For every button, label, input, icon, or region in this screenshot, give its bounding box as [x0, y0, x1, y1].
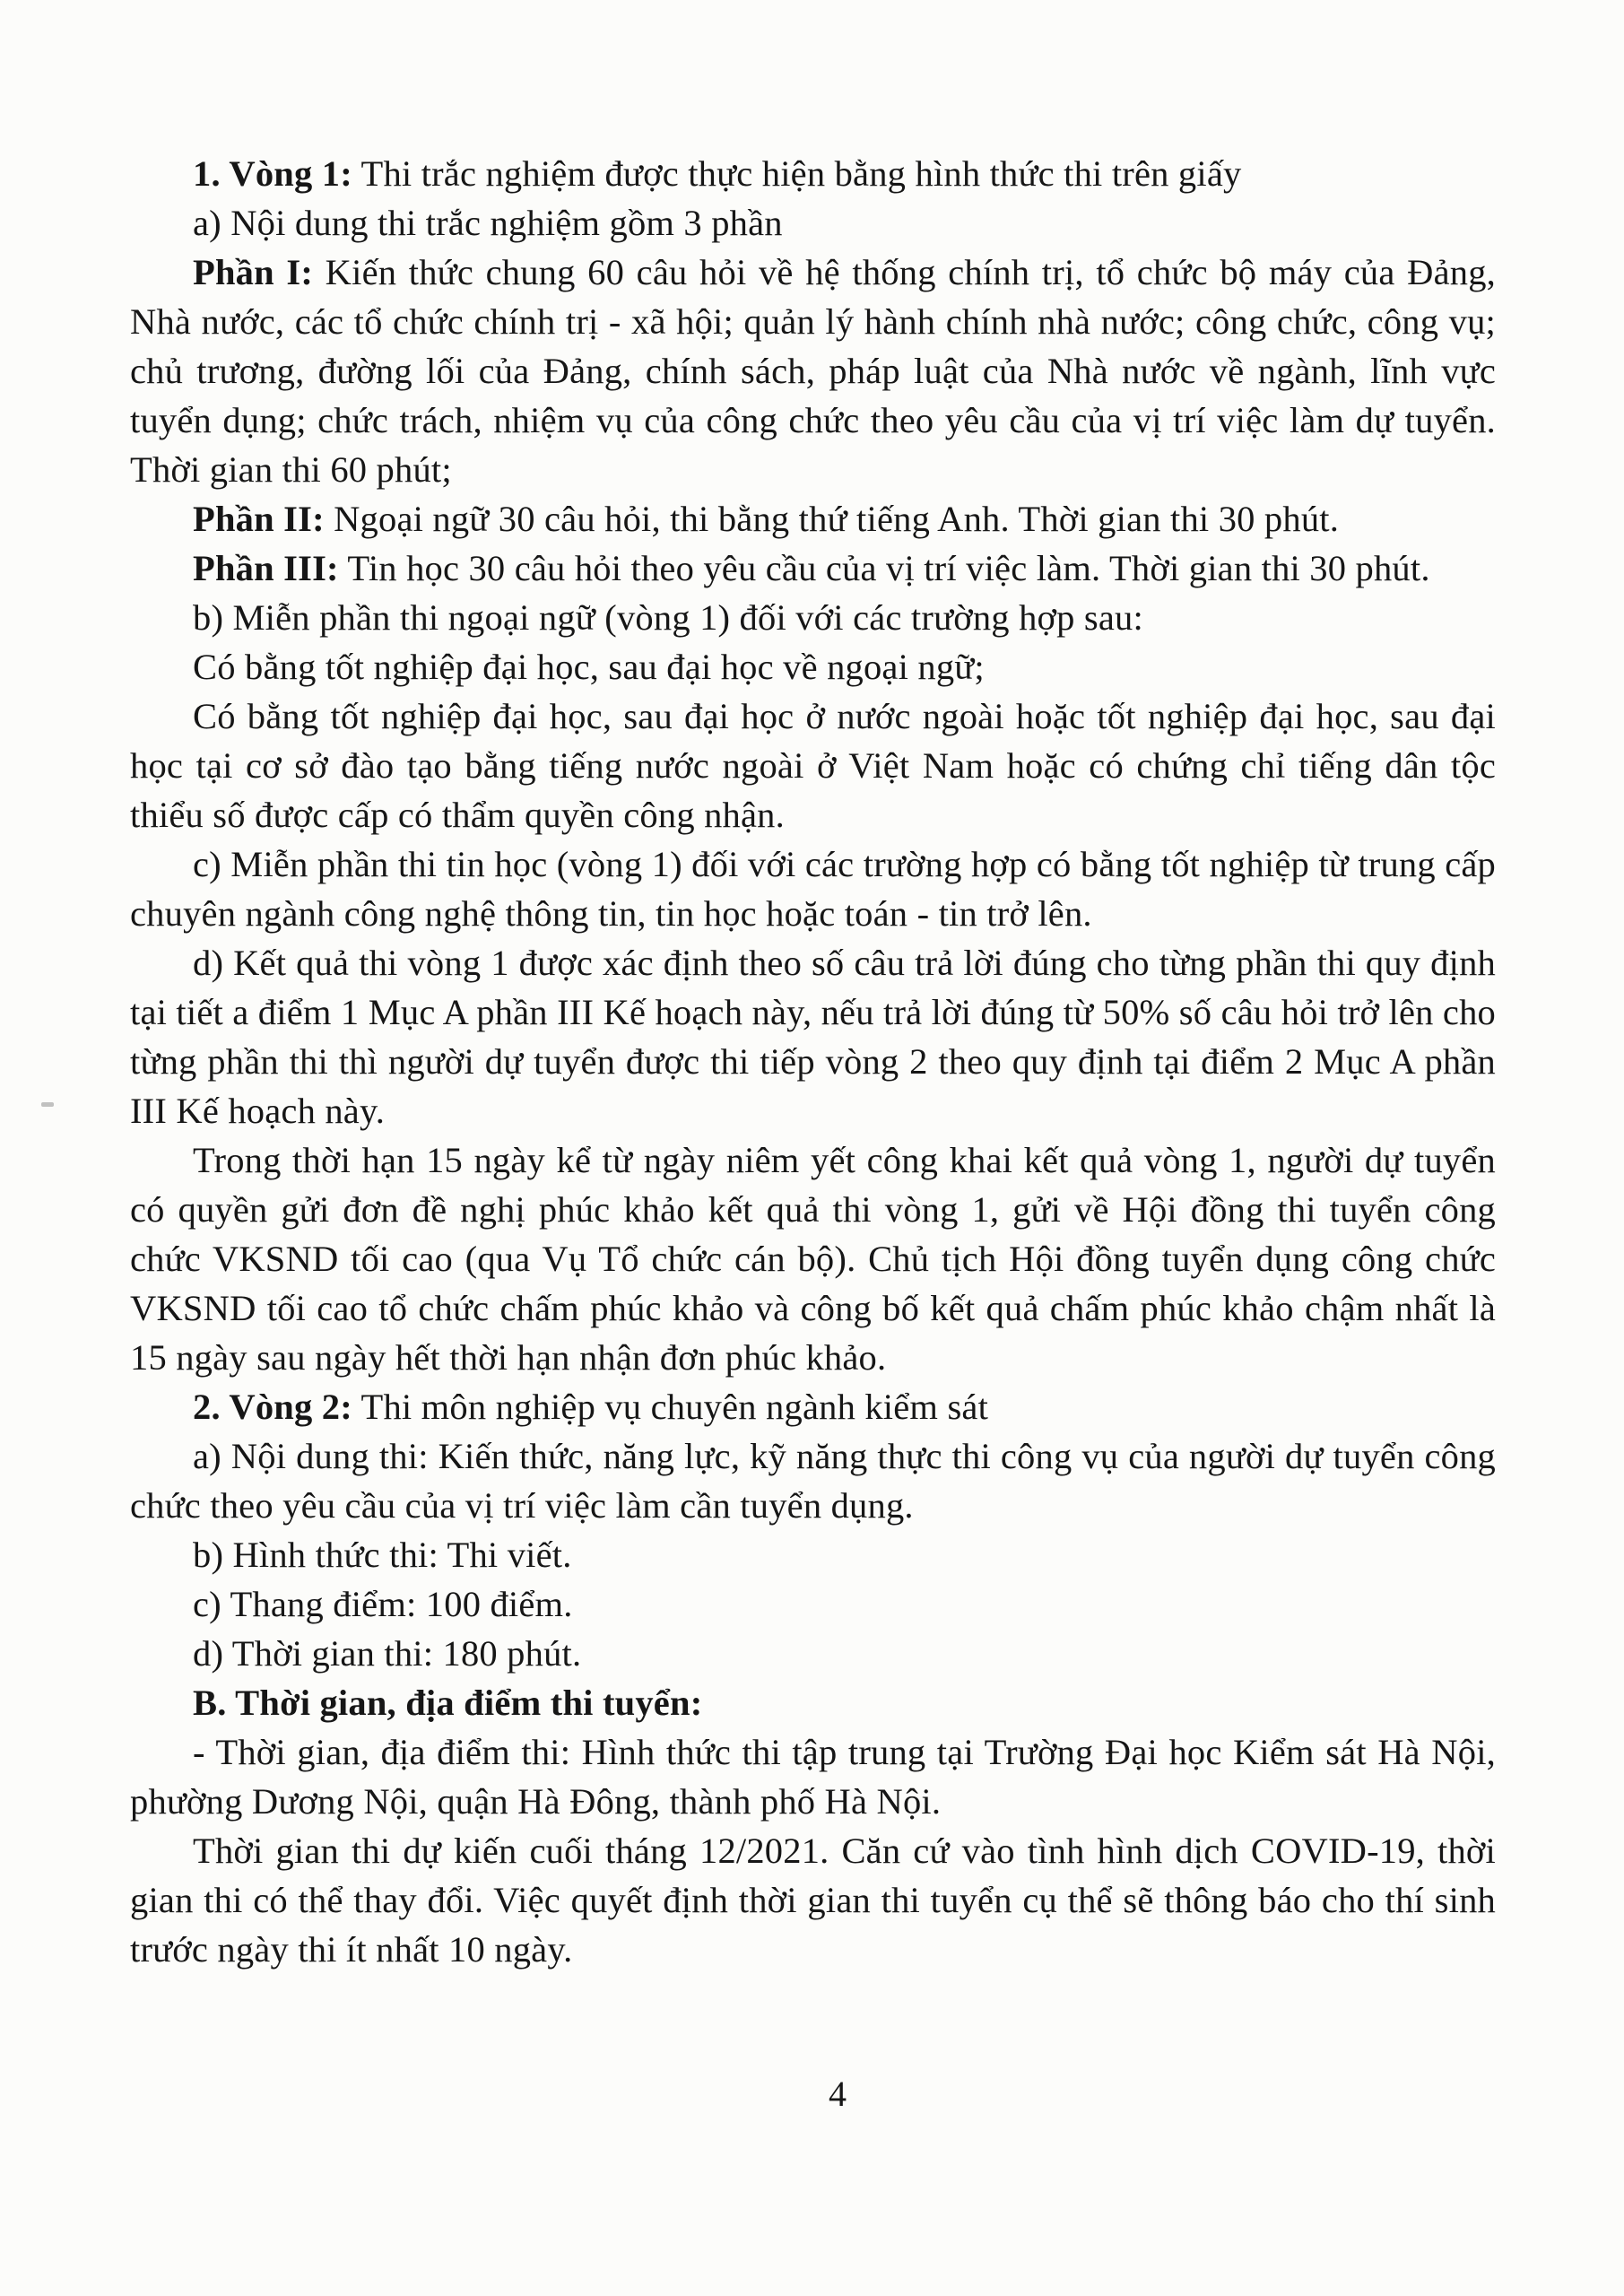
- section-heading: [130, 1678, 1496, 1727]
- paragraph: [130, 1727, 1496, 1826]
- paragraph-text: - Thời gian, địa điểm thi: Hình thức thi tập trung tại Trường Đại học Kiểm sát Hà Nội, phường Dương Nội, quận Hà Đông, thành phố Hà Nội.: [130, 1732, 1496, 1822]
- paragraph: [130, 1135, 1496, 1382]
- paragraph-text: Có bằng tốt nghiệp đại học, sau đại học về ngoại ngữ;: [193, 647, 985, 687]
- paragraph-text: Có bằng tốt nghiệp đại học, sau đại học ở nước ngoài hoặc tốt nghiệp đại học, sau đại học tại cơ sở đào tạo bằng tiếng nước ngoài ở Việt Nam hoặc có chứng chỉ tiếng dân tộc thiểu số được cấp có thẩm quyền công nhận.: [130, 696, 1496, 835]
- paragraph-text: Trong thời hạn 15 ngày kể từ ngày niêm yết công khai kết quả vòng 1, người dự tuyển có quyền gửi đơn đề nghị phúc khảo kết quả thi vòng 1, gửi về Hội đồng thi tuyển công chức VKSND tối cao (qua Vụ Tổ chức cán bộ). Chủ tịch Hội đồng tuyển dụng công chức VKSND tối cao tổ chức chấm phúc khảo và công bố kết quả chấm phúc khảo chậm nhất là 15 ngày sau ngày hết thời hạn nhận đơn phúc khảo.: [130, 1140, 1496, 1378]
- paragraph-lead: Phần II:: [193, 499, 325, 539]
- paragraph: [130, 149, 1496, 198]
- paragraph: [130, 1826, 1496, 1974]
- paragraph-text: b) Miễn phần thi ngoại ngữ (vòng 1) đối với các trường hợp sau:: [193, 597, 1143, 638]
- paragraph: [130, 1530, 1496, 1579]
- paragraph: [130, 839, 1496, 938]
- paragraph: [130, 593, 1496, 642]
- paragraph-text: d) Kết quả thi vòng 1 được xác định theo số câu trả lời đúng cho từng phần thi quy định tại tiết a điểm 1 Mục A phần III Kế hoạch này, nếu trả lời đúng từ 50% số câu hỏi trở lên cho từng phần thi thì người dự tuyển được thi tiếp vòng 2 theo quy định tại điểm 2 Mục A phần III Kế hoạch này.: [130, 943, 1496, 1131]
- paragraph-lead: Phần III:: [193, 548, 339, 588]
- paragraph: [130, 691, 1496, 839]
- paragraph: [130, 938, 1496, 1135]
- paragraph-lead: Phần I:: [193, 252, 314, 292]
- paragraph: [130, 198, 1496, 248]
- paragraph: [130, 1431, 1496, 1530]
- paragraph: [130, 1382, 1496, 1431]
- paragraph-text: Thi trắc nghiệm được thực hiện bằng hình thức thi trên giấy: [352, 153, 1242, 194]
- paragraph: [130, 642, 1496, 691]
- paragraph: [130, 494, 1496, 544]
- paragraph: [130, 1579, 1496, 1629]
- paragraph: [130, 544, 1496, 593]
- scan-speck: [41, 1102, 54, 1107]
- page-number: 4: [829, 2074, 847, 2114]
- paragraph-text: a) Nội dung thi: Kiến thức, năng lực, kỹ năng thực thi công vụ của người dự tuyển công chức theo yêu cầu của vị trí việc làm cần tuyển dụng.: [130, 1436, 1496, 1526]
- paragraph: [130, 248, 1496, 494]
- paragraph-text: a) Nội dung thi trắc nghiệm gồm 3 phần: [193, 203, 783, 243]
- paragraph-text: c) Thang điểm: 100 điểm.: [193, 1584, 573, 1624]
- paragraph-lead: 1. Vòng 1:: [193, 153, 352, 194]
- paragraph-text: Thi môn nghiệp vụ chuyên ngành kiểm sát: [352, 1387, 989, 1427]
- paragraph-text: Tin học 30 câu hỏi theo yêu cầu của vị trí việc làm. Thời gian thi 30 phút.: [338, 548, 1430, 588]
- paragraph-text: Thời gian thi dự kiến cuối tháng 12/2021. Căn cứ vào tình hình dịch COVID-19, thời gian thi có thể thay đổi. Việc quyết định thời gian thi tuyển cụ thể sẽ thông báo cho thí sinh trước ngày thi ít nhất 10 ngày.: [130, 1831, 1496, 1970]
- paragraph: [130, 1629, 1496, 1678]
- paragraph-text: d) Thời gian thi: 180 phút.: [193, 1633, 582, 1674]
- paragraph-lead: B. Thời gian, địa điểm thi tuyển:: [193, 1683, 703, 1723]
- paragraph-text: Kiến thức chung 60 câu hỏi về hệ thống chính trị, tổ chức bộ máy của Đảng, Nhà nước, các tổ chức chính trị - xã hội; quản lý hành chính nhà nước; công chức, công vụ; chủ trương, đường lối của Đảng, chính sách, pháp luật của Nhà nước về ngành, lĩnh vực tuyển dụng; chức trách, nhiệm vụ của công chức theo yêu cầu của vị trí việc làm dự tuyển. Thời gian thi 60 phút;: [130, 252, 1496, 490]
- paragraph-text: c) Miễn phần thi tin học (vòng 1) đối với các trường hợp có bằng tốt nghiệp từ trung cấp chuyên ngành công nghệ thông tin, tin học hoặc toán - tin trở lên.: [130, 844, 1496, 934]
- paragraph-text: b) Hình thức thi: Thi viết.: [193, 1535, 572, 1575]
- paragraph-text: Ngoại ngữ 30 câu hỏi, thi bằng thứ tiếng Anh. Thời gian thi 30 phút.: [324, 499, 1340, 539]
- document-body: [130, 149, 1496, 1974]
- paragraph-lead: 2. Vòng 2:: [193, 1387, 352, 1427]
